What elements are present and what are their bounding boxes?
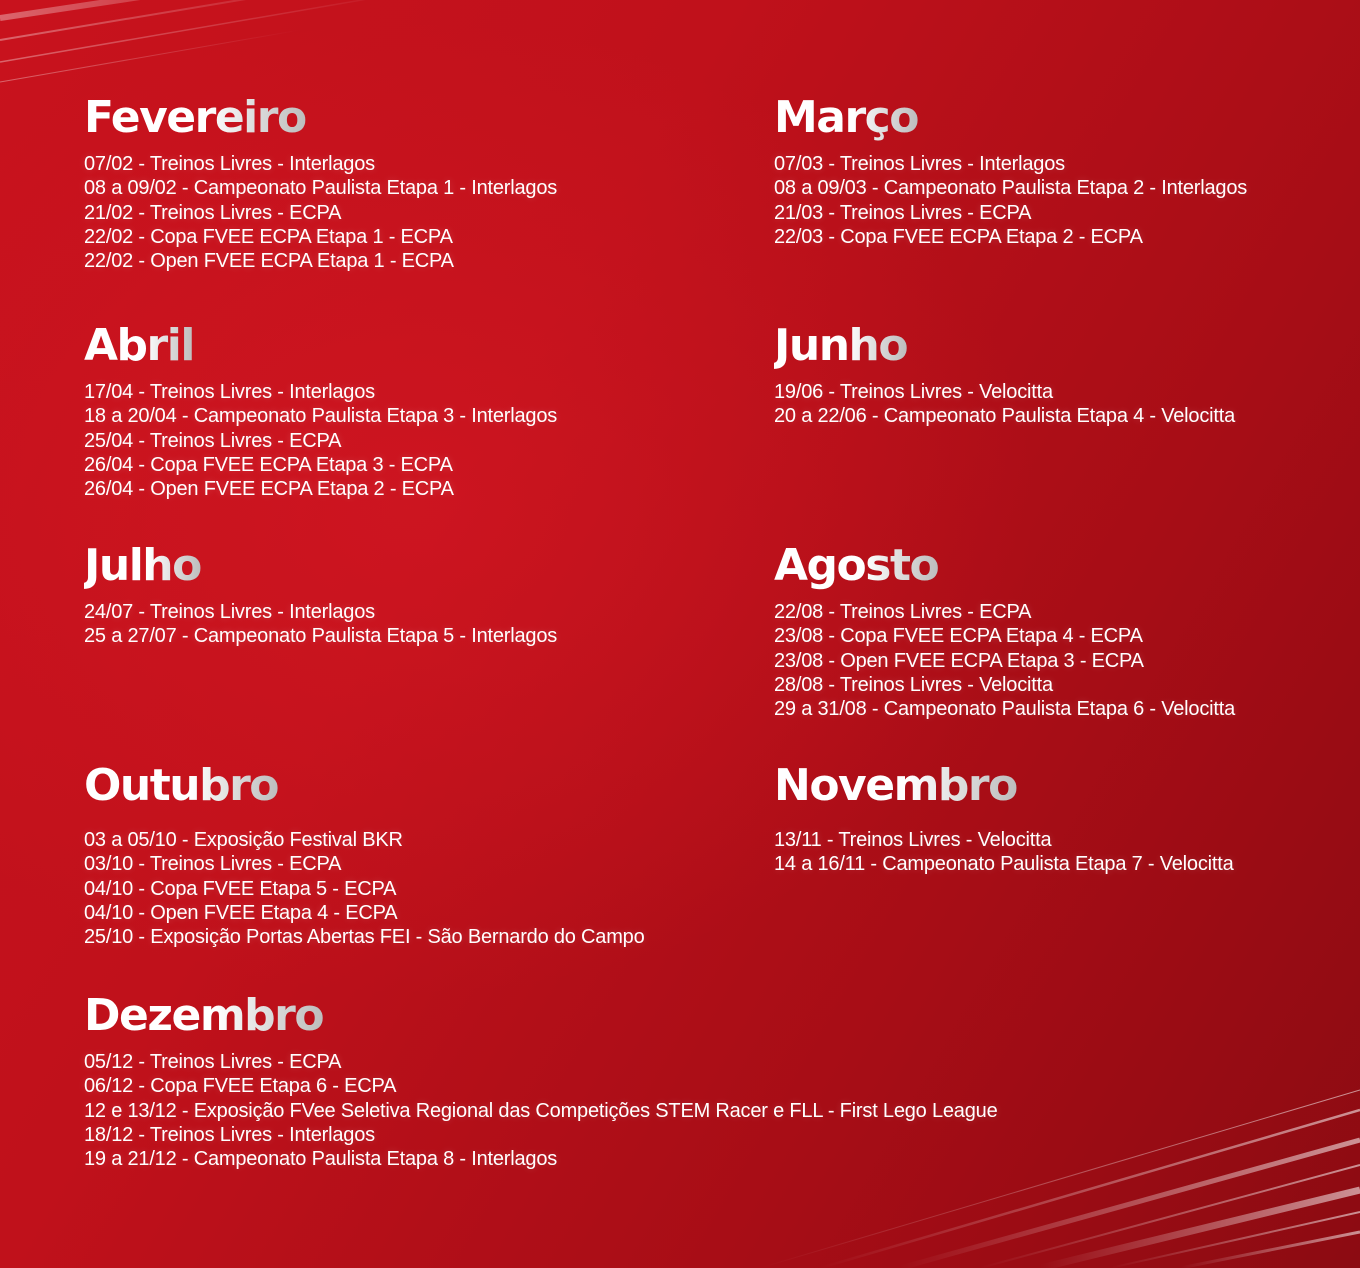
event-item: 29 a 31/08 - Campeonato Paulista Etapa 6 - Velocitta xyxy=(774,698,1236,721)
event-item: 08 a 09/02 - Campeonato Paulista Etapa 1 - Interlagos xyxy=(84,177,558,200)
event-item: 19/06 - Treinos Livres - Velocitta xyxy=(774,381,1053,403)
month-section-agosto xyxy=(774,542,1235,721)
event-item: 03 a 05/10 - Exposição Festival BKR xyxy=(84,829,403,851)
event-item: 24/07 - Treinos Livres - Interlagos xyxy=(84,601,375,623)
event-item: 07/03 - Treinos Livres - Interlagos xyxy=(774,153,1065,175)
month-section-dezembro xyxy=(84,992,998,1171)
event-item: 14 a 16/11 - Campeonato Paulista Etapa 7 - Velocitta xyxy=(774,853,1234,876)
event-item: 19 a 21/12 - Campeonato Paulista Etapa 8 - Interlagos xyxy=(84,1148,558,1171)
month-section-novembro xyxy=(774,762,1234,877)
event-item: 21/02 - Treinos Livres - ECPA xyxy=(84,201,342,224)
event-list xyxy=(774,152,1247,249)
event-list xyxy=(84,152,557,273)
event-item: 07/02 - Treinos Livres - Interlagos xyxy=(84,153,375,175)
month-title: Outubro xyxy=(84,760,279,811)
month-section-abril xyxy=(84,322,557,501)
event-item: 22/03 - Copa FVEE ECPA Etapa 2 - ECPA xyxy=(774,225,1143,248)
month-section-marco xyxy=(774,94,1247,249)
event-item: 28/08 - Treinos Livres - Velocitta xyxy=(774,673,1053,696)
event-item: 25 a 27/07 - Campeonato Paulista Etapa 5 - Interlagos xyxy=(84,625,558,648)
event-item: 18 a 20/04 - Campeonato Paulista Etapa 3 - Interlagos xyxy=(84,405,558,428)
event-item: 04/10 - Copa FVEE Etapa 5 - ECPA xyxy=(84,877,397,900)
event-item: 26/04 - Open FVEE ECPA Etapa 2 - ECPA xyxy=(84,478,454,501)
event-item: 03/10 - Treinos Livres - ECPA xyxy=(84,853,342,876)
event-item: 08 a 09/03 - Campeonato Paulista Etapa 2 - Interlagos xyxy=(774,177,1248,200)
event-list xyxy=(774,600,1235,721)
event-list xyxy=(774,828,1234,877)
month-title: Novembro xyxy=(774,760,1017,811)
month-title: Dezembro xyxy=(84,990,324,1041)
event-item: 06/12 - Copa FVEE Etapa 6 - ECPA xyxy=(84,1075,397,1098)
event-item: 17/04 - Treinos Livres - Interlagos xyxy=(84,381,375,403)
event-item: 04/10 - Open FVEE Etapa 4 - ECPA xyxy=(84,901,398,924)
event-item: 18/12 - Treinos Livres - Interlagos xyxy=(84,1123,375,1146)
event-item: 22/02 - Open FVEE ECPA Etapa 1 - ECPA xyxy=(84,250,454,273)
month-title: Abril xyxy=(84,320,194,371)
event-list xyxy=(84,828,645,949)
event-item: 12 e 13/12 - Exposição FVee Seletiva Regional das Competições STEM Racer e FLL - First Lego League xyxy=(84,1099,998,1122)
month-section-junho xyxy=(774,322,1235,429)
event-list xyxy=(774,380,1235,429)
event-item: 13/11 - Treinos Livres - Velocitta xyxy=(774,829,1052,851)
month-title: Julho xyxy=(84,540,201,591)
event-list xyxy=(84,600,557,649)
event-item: 22/08 - Treinos Livres - ECPA xyxy=(774,601,1032,623)
month-title: Agosto xyxy=(774,540,939,591)
event-list xyxy=(84,1050,998,1171)
event-item: 05/12 - Treinos Livres - ECPA xyxy=(84,1051,342,1073)
month-section-fevereiro xyxy=(84,94,557,273)
month-title: Junho xyxy=(774,320,908,371)
month-title: Março xyxy=(774,92,918,143)
event-item: 23/08 - Copa FVEE ECPA Etapa 4 - ECPA xyxy=(774,625,1143,648)
event-item: 25/10 - Exposição Portas Abertas FEI - São Bernardo do Campo xyxy=(84,926,645,949)
month-section-julho xyxy=(84,542,557,649)
event-item: 21/03 - Treinos Livres - ECPA xyxy=(774,201,1032,224)
event-item: 22/02 - Copa FVEE ECPA Etapa 1 - ECPA xyxy=(84,225,453,248)
month-section-outubro xyxy=(84,762,645,949)
event-item: 20 a 22/06 - Campeonato Paulista Etapa 4 - Velocitta xyxy=(774,405,1236,428)
month-title: Fevereiro xyxy=(84,92,306,143)
event-list xyxy=(84,380,557,501)
event-item: 26/04 - Copa FVEE ECPA Etapa 3 - ECPA xyxy=(84,453,453,476)
event-item: 25/04 - Treinos Livres - ECPA xyxy=(84,429,342,452)
event-item: 23/08 - Open FVEE ECPA Etapa 3 - ECPA xyxy=(774,649,1144,672)
